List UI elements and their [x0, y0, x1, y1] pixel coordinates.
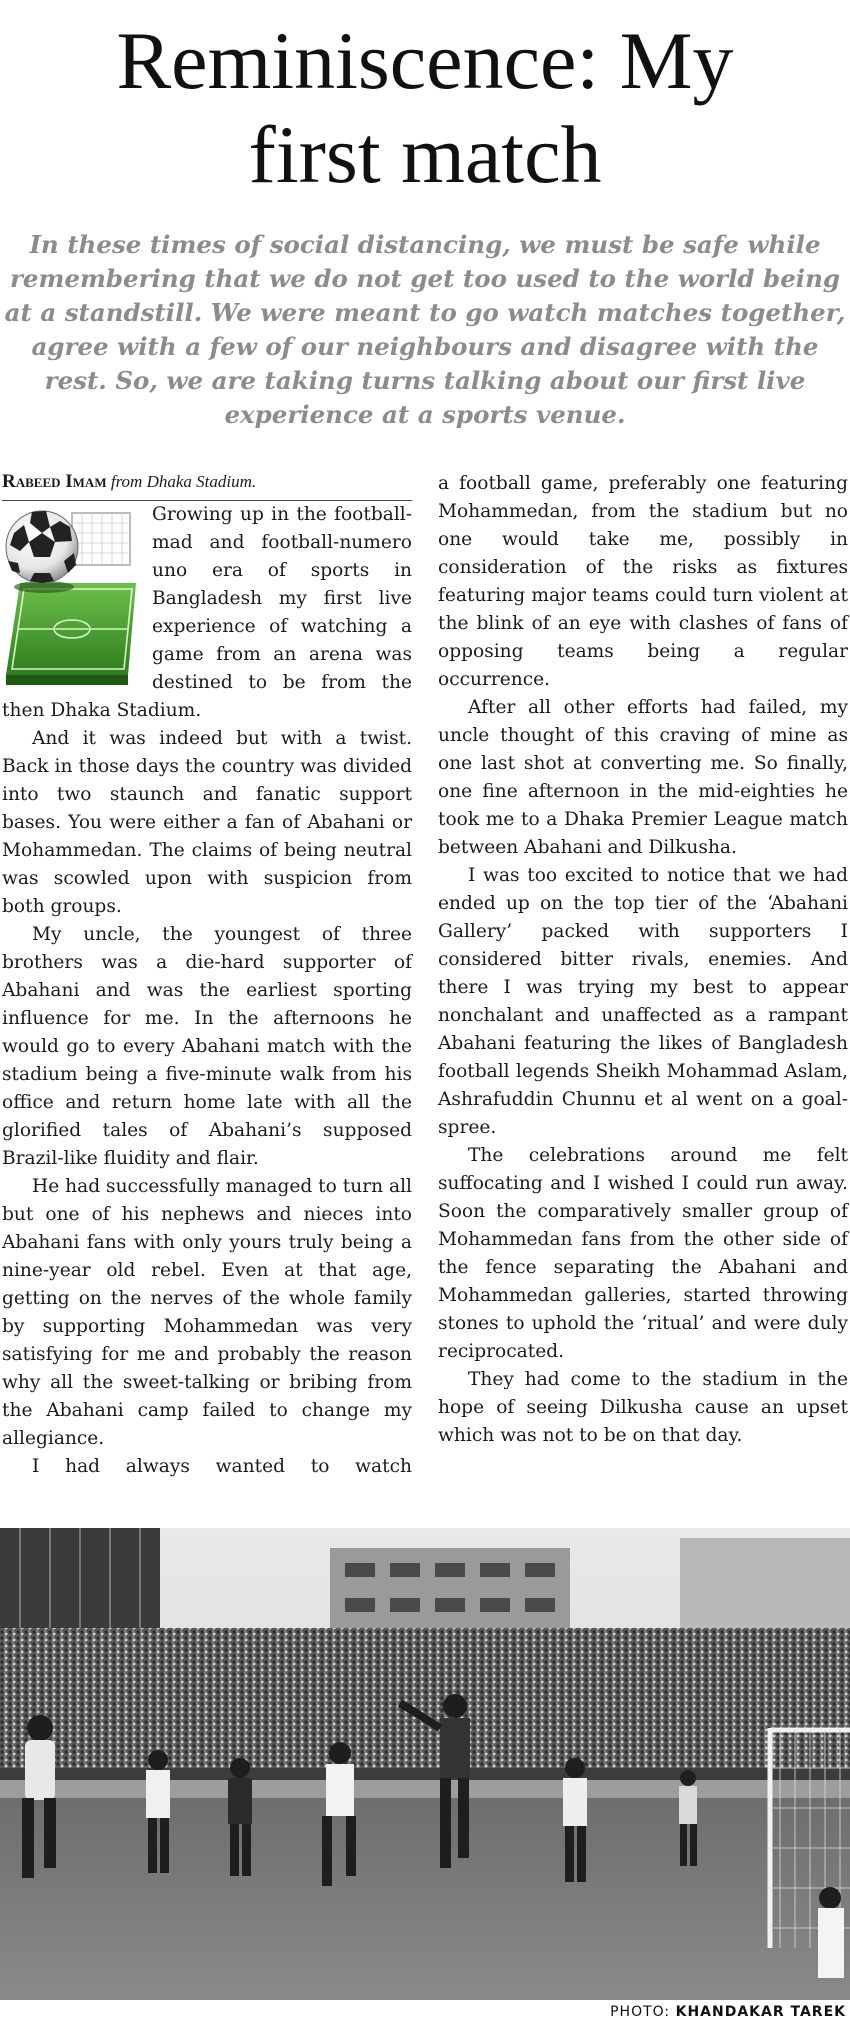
- deck-summary: In these times of social distancing, we must be safe while remembering that we do not get too used to the world being at a standstill. We were meant to go watch matches together, agree with a few of our neighbours and disagree with the rest. So, we are taking turns talking about our first live experience at a sports venue.: [4, 230, 846, 429]
- paragraph-9: They had come to the stadium in the hope of seeing Dilkusha cause an upset which was not to be on that day.: [438, 1369, 848, 1446]
- article-column-right: [438, 470, 848, 1450]
- headline-line-2: first match: [248, 109, 602, 200]
- paragraph-6: After all other efforts had failed, my uncle thought of this craving of mine as one last shot at converting me. So finally, one fine afternoon in the mid-eighties he took me to a Dhaka Premier League match between Abahani and Dilkusha.: [438, 697, 848, 858]
- headline: [0, 14, 850, 202]
- byline-location: from Dhaka Stadium.: [110, 472, 257, 491]
- paragraph-5-continued: a football game, preferably one featuring Mohammedan, from the stadium but no one would take me, possibly in consideration of the risks as fixtures featuring major teams could turn violent at the blink of an eye with clashes of fans of opposing teams being a regular occurrence.: [438, 473, 848, 690]
- stadium-match-photo: [0, 1528, 850, 2000]
- paragraph-8: The celebrations around me felt suffocating and I wished I could run away. Soon the comparatively smaller group of Mohammedan fans from the other side of the fence separating the Abahani and Mohammedan galleries, started throwing stones to uphold the ‘ritual’ and were duly reciprocated.: [438, 1145, 848, 1362]
- photo-credit: [610, 2004, 846, 2020]
- paragraph-3: My uncle, the youngest of three brothers was a die-hard supporter of Abahani and was the earliest sporting influence for me. In the afternoons he would go to every Abahani match with the stadium being a five-minute walk from his office and return home late with all the glorified tales of Abahani’s supposed Brazil-like fluidity and flair.: [2, 924, 412, 1169]
- photo-credit-name: KHANDAKAR TAREK: [675, 2004, 846, 2020]
- paragraph-4: He had successfully managed to turn all but one of his nephews and nieces into Abahani fans with only yours truly being a nine-year old rebel. Even at that age, getting on the nerves of the whole family by supporting Mohammedan was very satisfying for me and probably the reason why all the sweet-talking or bribing from the Abahani camp failed to change my allegiance.: [2, 1176, 412, 1449]
- paragraph-7: I was too excited to notice that we had ended up on the top tier of the ‘Abahani Gallery’ packed with supporters I considered bitter rivals, enemies. And there I was trying my best to appear nonchalant and unaffected as a rampant Abahani featuring the likes of Bangladesh football legends Sheikh Mohammad Aslam, Ashrafuddin Chunnu et al went on a goal-spree.: [438, 865, 848, 1138]
- pitch-icon: [6, 583, 136, 685]
- paragraph-5-start: I had always wanted to watch: [32, 1456, 412, 1477]
- soccer-ball-icon: [6, 511, 78, 593]
- paragraph-2: And it was indeed but with a twist. Back in those days the country was divided into two staunch and fanatic support bases. You were either a fan of Abahani or Mohammedan. The claims of being neutral was scowled upon with suspicion from both groups.: [2, 728, 412, 917]
- paragraph-1: Growing up in the football-mad and football-numero uno era of sports in Bangladesh my first live experience of watching a game from an arena was destined to be from the then Dhaka Stadium.: [2, 504, 412, 721]
- byline-author: Rabeed Imam: [2, 471, 107, 492]
- photo-credit-label: PHOTO:: [610, 2004, 671, 2020]
- football-on-pitch-icon: [2, 503, 142, 688]
- byline: [2, 470, 412, 501]
- article-column-left: [2, 470, 412, 1481]
- goal-net-icon: [72, 513, 130, 565]
- headline-line-1: Reminiscence: My: [116, 15, 734, 106]
